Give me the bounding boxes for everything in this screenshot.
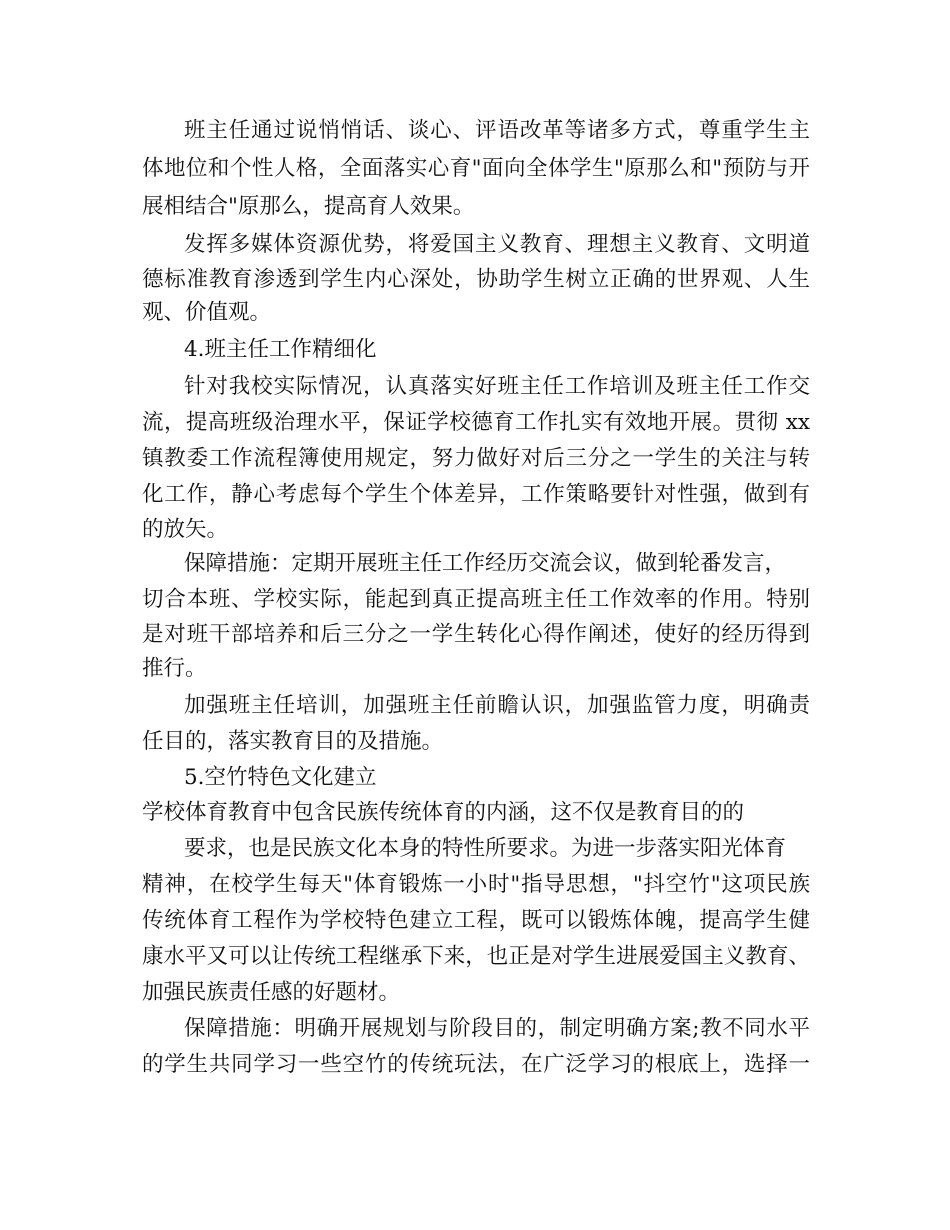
text-line: 发挥多媒体资源优势，将爱国主义教育、理想主义教育、文明道: [184, 232, 810, 257]
text-line: 的放矢。: [142, 517, 229, 542]
text-line: 加强民族责任感的好题材。: [142, 980, 401, 1005]
section-heading: 4.班主任工作精细化: [184, 337, 377, 362]
section-heading: 5.空竹特色文化建立: [184, 765, 377, 790]
text-line: 任目的，落实教育目的及措施。: [142, 729, 444, 754]
text-line: 传统体育工程作为学校特色建立工程，既可以锻炼体魄，提高学生健: [142, 908, 810, 933]
text-line: 德标准教育渗透到学生内心深处，协助学生树立正确的世界观、人生: [142, 267, 810, 292]
text-line: 精神，在校学生每天"体育锻炼一小时"指导思想，"抖空竹"这项民族: [142, 872, 810, 897]
text-line: 保障措施：明确开展规划与阶段目的，制定明确方案;教不同水平: [184, 1016, 810, 1041]
text-line: 流，提高班级治理水平，保证学校德育工作扎实有效地开展。贯彻 xx: [142, 410, 810, 435]
text-line: 学校体育教育中包含民族传统体育的内涵，这不仅是教育目的的: [142, 800, 745, 825]
text-line: 镇教委工作流程簿使用规定，努力做好对后三分之一学生的关注与转: [142, 446, 810, 471]
text-line: 化工作，静心考虑每个学生个体差异，工作策略要针对性强，做到有: [142, 482, 810, 507]
text-line: 加强班主任培训，加强班主任前瞻认识，加强监管力度，明确责: [184, 693, 810, 718]
text-line: 康水平又可以让传统工程继承下来，也正是对学生进展爱国主义教育、: [142, 944, 810, 969]
text-line: 的学生共同学习一些空竹的传统玩法，在广泛学习的根底上，选择一: [142, 1052, 810, 1077]
text-line: 切合本班、学校实际，能起到真正提高班主任工作效率的作用。特别: [142, 587, 810, 612]
text-line: 展相结合"原那么，提高育人效果。: [142, 194, 475, 219]
text-line: 班主任通过说悄悄话、谈心、评语改革等诸多方式，尊重学生主: [184, 118, 810, 143]
text-line: 要求，也是民族文化本身的特性所要求。为进一步落实阳光体育: [184, 836, 787, 861]
text-line: 针对我校实际情况，认真落实好班主任工作培训及班主任工作交: [184, 374, 810, 399]
text-line: 保障措施：定期开展班主任工作经历交流会议，做到轮番发言，: [184, 551, 787, 576]
text-line: 观、价值观。: [142, 300, 272, 325]
text-line: 体地位和个性人格，全面落实心育"面向全体学生"原那么和"预防与开: [142, 156, 810, 181]
text-line: 是对班干部培养和后三分之一学生转化心得作阐述，使好的经历得到: [142, 622, 810, 647]
text-line: 推行。: [142, 656, 207, 681]
